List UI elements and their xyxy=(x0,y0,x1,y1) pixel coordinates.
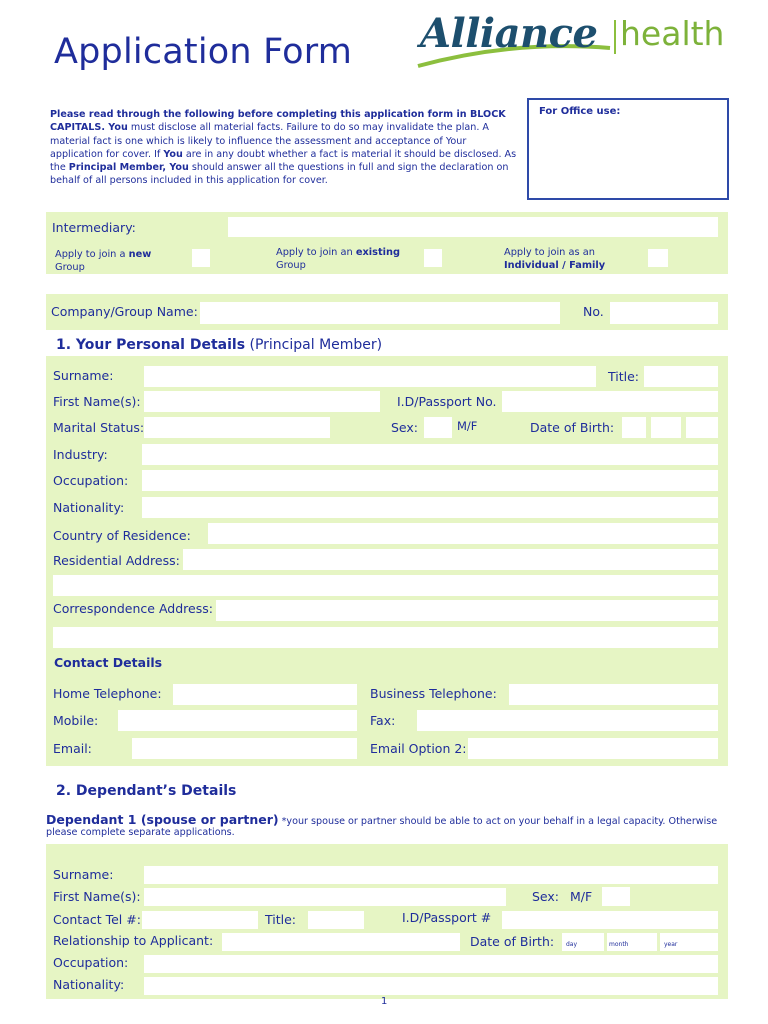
personal-details-panel xyxy=(46,356,728,766)
dep-dob-month-hint: month xyxy=(609,941,629,948)
section2-heading: 2. Dependant’s Details xyxy=(56,783,237,799)
dep-first-names-label: First Name(s): xyxy=(53,889,141,904)
office-use-label: For Office use: xyxy=(539,106,621,117)
dep-dob-year-input[interactable] xyxy=(660,933,718,951)
section1-heading: 1. Your Personal Details (Principal Member) xyxy=(56,337,383,353)
dep-dob-day-input[interactable] xyxy=(562,933,604,951)
intro-text-2: are in any doubt whether a fact is material it should be disclosed. As the xyxy=(50,148,517,174)
title-input[interactable] xyxy=(644,366,718,387)
marital-status-input[interactable] xyxy=(144,417,330,438)
company-panel xyxy=(46,294,728,330)
fax-input[interactable] xyxy=(417,710,718,731)
correspondence-address-input[interactable] xyxy=(216,600,718,621)
dep-dob-month-input[interactable] xyxy=(607,933,657,951)
contact-details-heading: Contact Details xyxy=(54,655,163,670)
id-passport-label: I.D/Passport No. xyxy=(397,394,497,409)
dep-sex-input[interactable] xyxy=(602,887,630,906)
correspondence-address-input-2[interactable] xyxy=(53,627,718,648)
intro-text: must disclose all material facts. Failure to do so may invalidate the plan. A material fact is one which is likely to influence the assessment and acceptance of Your application for cover. If xyxy=(50,122,489,160)
intro-bold: Please read through the following before completing this application form in BLOCK CAPITALS. You xyxy=(50,109,506,134)
new-group-label: Apply to join a new Group xyxy=(55,249,152,273)
home-telephone-label: Home Telephone: xyxy=(53,686,162,701)
dep-occupation-label: Occupation: xyxy=(53,955,129,970)
surname-input[interactable] xyxy=(144,366,596,387)
office-use-box xyxy=(527,98,729,200)
company-name-input[interactable] xyxy=(200,302,560,324)
country-residence-label: Country of Residence: xyxy=(53,528,191,543)
residential-address-label: Residential Address: xyxy=(53,553,180,568)
nationality-input[interactable] xyxy=(142,497,718,518)
dob-label: Date of Birth: xyxy=(530,420,615,435)
logo-alliance-text: Alliance xyxy=(420,10,598,57)
industry-input[interactable] xyxy=(142,444,718,465)
dob-year-input[interactable] xyxy=(686,417,718,438)
dep-dob-label: Date of Birth: xyxy=(470,934,555,949)
dep-nationality-input[interactable] xyxy=(144,977,718,995)
first-names-input[interactable] xyxy=(144,391,380,412)
email-option2-input[interactable] xyxy=(468,738,718,759)
dep-id-passport-label: I.D/Passport # xyxy=(402,910,492,925)
surname-label: Surname: xyxy=(53,368,114,383)
country-residence-input[interactable] xyxy=(208,523,718,544)
new-group-checkbox[interactable] xyxy=(192,249,210,267)
sex-label: Sex: xyxy=(391,420,419,435)
occupation-label: Occupation: xyxy=(53,473,129,488)
intermediary-label: Intermediary: xyxy=(52,220,136,235)
dep-sex-mf-label: M/F xyxy=(570,889,593,904)
nationality-label: Nationality: xyxy=(53,500,125,515)
correspondence-address-label: Correspondence Address: xyxy=(53,601,213,616)
residential-address-input[interactable] xyxy=(183,549,718,570)
email-input[interactable] xyxy=(132,738,357,759)
dep-title-input[interactable] xyxy=(308,911,364,929)
intro-paragraph xyxy=(50,108,520,188)
dob-day-input[interactable] xyxy=(622,417,646,438)
dep-relationship-input[interactable] xyxy=(222,933,460,951)
fax-label: Fax: xyxy=(370,713,396,728)
intro-you: You xyxy=(163,148,183,160)
logo-divider xyxy=(614,20,616,54)
email-option2-label: Email Option 2: xyxy=(370,741,467,756)
dep-surname-input[interactable] xyxy=(144,866,718,884)
business-telephone-input[interactable] xyxy=(509,684,718,705)
dep-sex-label: Sex: xyxy=(532,889,560,904)
dep-contact-tel-label: Contact Tel #: xyxy=(53,912,141,927)
mobile-label: Mobile: xyxy=(53,713,99,728)
page-title: Application Form xyxy=(54,32,353,72)
individual-label: Apply to join as an Individual / Family xyxy=(504,247,606,271)
marital-status-label: Marital Status: xyxy=(53,420,145,435)
first-names-label: First Name(s): xyxy=(53,394,141,409)
company-no-input[interactable] xyxy=(610,302,718,324)
intermediary-input[interactable] xyxy=(228,217,718,237)
dep-id-passport-input[interactable] xyxy=(502,911,718,929)
dob-month-input[interactable] xyxy=(651,417,681,438)
dependant1-intro xyxy=(46,814,746,838)
dep-occupation-input[interactable] xyxy=(144,955,718,973)
dep-dob-year-hint: year xyxy=(664,941,678,948)
sex-mf-label: M/F xyxy=(457,419,478,433)
home-telephone-input[interactable] xyxy=(173,684,357,705)
dependant1-note: *your spouse or partner should be able to act on your behalf in a legal capacity. Otherwise please complete separate applications. xyxy=(46,816,718,838)
dep-contact-tel-input[interactable] xyxy=(142,911,258,929)
business-telephone-label: Business Telephone: xyxy=(370,686,497,701)
email-label: Email: xyxy=(53,741,92,756)
page-number: 1 xyxy=(381,996,388,1007)
dependant1-heading: Dependant 1 (spouse or partner) xyxy=(46,812,279,827)
alliance-health-logo xyxy=(414,10,744,74)
intro-principal: Principal Member, You xyxy=(68,162,189,174)
company-label: Company/Group Name: xyxy=(51,304,198,319)
dep-dob-day-hint: day xyxy=(566,941,578,948)
company-no-label: No. xyxy=(583,304,604,319)
industry-label: Industry: xyxy=(53,447,108,462)
logo-health-text: health xyxy=(620,14,725,53)
intro-text-3: should answer all the questions in full and sign the declaration on behalf of all persons included in this application for cover. xyxy=(50,162,509,187)
id-passport-input[interactable] xyxy=(502,391,718,412)
dependant-details-panel xyxy=(46,844,728,999)
dep-title-label: Title: xyxy=(265,912,296,927)
dep-first-names-input[interactable] xyxy=(144,888,506,906)
dep-relationship-label: Relationship to Applicant: xyxy=(53,933,214,948)
residential-address-input-2[interactable] xyxy=(53,575,718,596)
intermediary-panel xyxy=(46,212,728,274)
existing-group-checkbox[interactable] xyxy=(424,249,442,267)
existing-group-label: Apply to join an existing Group xyxy=(276,247,400,271)
sex-input[interactable] xyxy=(424,417,452,438)
individual-checkbox[interactable] xyxy=(648,249,668,267)
occupation-input[interactable] xyxy=(142,470,718,491)
dep-nationality-label: Nationality: xyxy=(53,977,125,992)
mobile-input[interactable] xyxy=(118,710,357,731)
dep-surname-label: Surname: xyxy=(53,867,114,882)
title-label: Title: xyxy=(608,369,639,384)
